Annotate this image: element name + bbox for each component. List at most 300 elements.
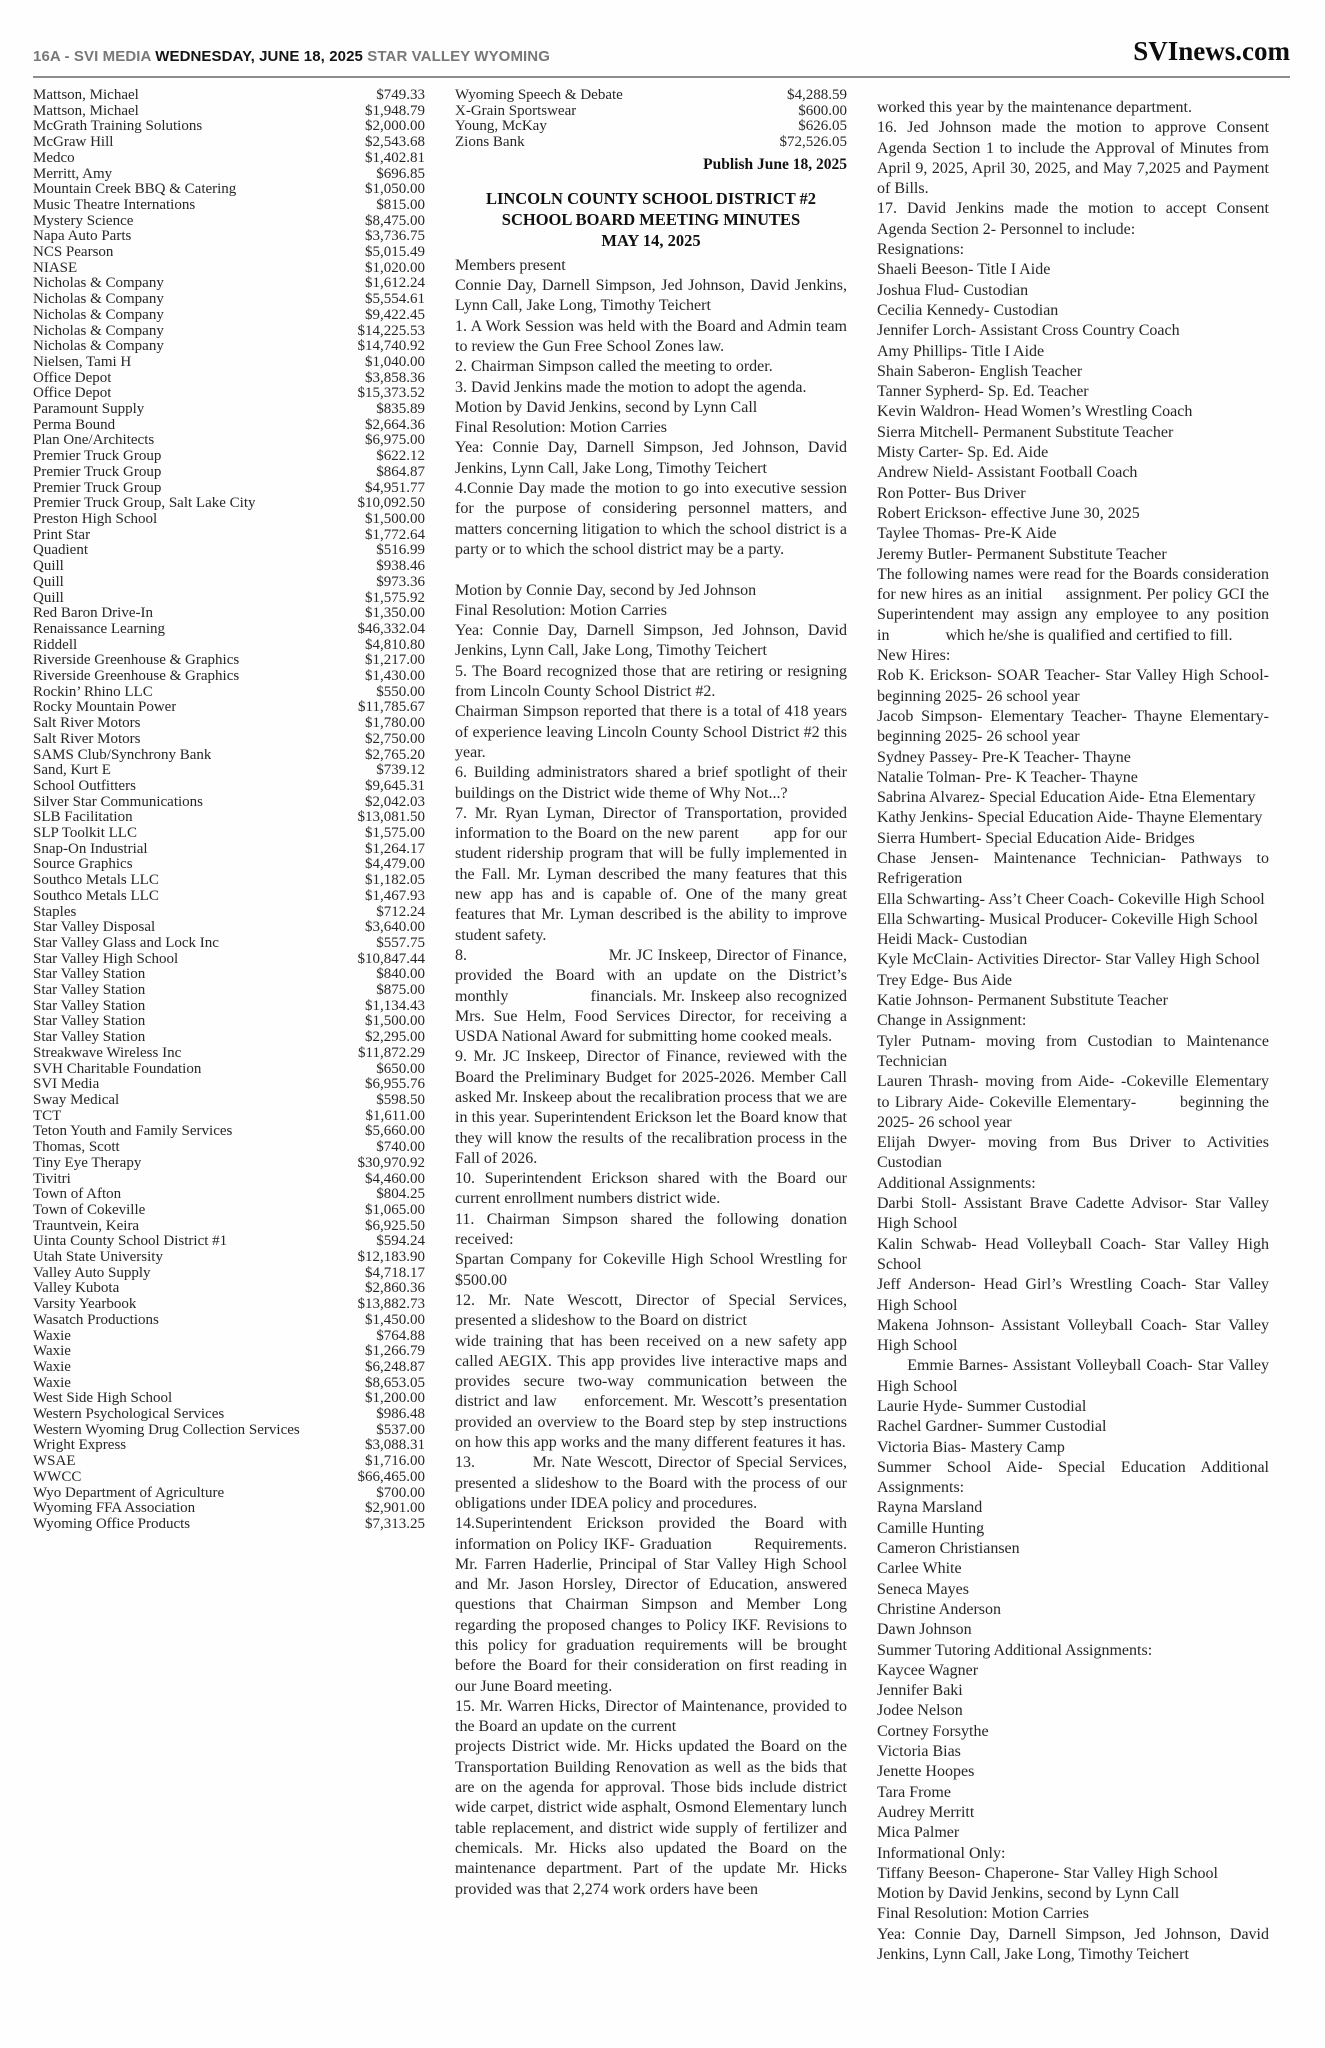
- payable-row: [455, 88, 847, 104]
- vendor-name: Tivitri: [33, 1171, 71, 1187]
- minutes-paragraph: Rayna Marsland: [877, 1499, 983, 1517]
- minutes-paragraph: Motion by David Jenkins, second by Lynn Call: [455, 398, 758, 416]
- minutes-paragraph: 7. Mr. Ryan Lyman, Director of Transportation, provided information to the Board on the new parent app for our student ridership program that will be fully implemented in the Fall. Mr. Lyman described the many features that this new app has and is capable of. One of the many great features that Mr. Lyman described is the ability to improve student safety.: [455, 804, 847, 944]
- vendor-name: Town of Cokeville: [33, 1202, 146, 1218]
- vendor-amount: $875.00: [376, 982, 425, 999]
- vendor-name: Mattson, Michael: [33, 103, 139, 119]
- minutes-col2-body: [455, 256, 847, 1900]
- vendor-amount: $835.89: [376, 401, 425, 418]
- payable-row: [33, 1501, 425, 1517]
- vendor-amount: $2,750.00: [365, 730, 425, 747]
- payables-list-col1: [33, 88, 425, 1533]
- vendor-name: Print Star: [33, 527, 91, 543]
- vendor-name: Office Depot: [33, 386, 112, 402]
- vendor-name: Riddell: [33, 637, 78, 653]
- minutes-paragraph: 9. Mr. JC Inskeep, Director of Finance, reviewed with the Board the Preliminary Budget for 2025-2026. Member Call asked Mr. Inskeep about the recalibration process that we are in this year. Superintendent Erickson let the Board know that they will know the results of the recalibration process in the Fall of 2026.: [455, 1048, 847, 1167]
- minutes-paragraph: Jeremy Butler- Permanent Substitute Teacher: [877, 545, 1167, 563]
- vendor-name: Perma Bound: [33, 417, 116, 433]
- payable-row: [33, 1376, 425, 1392]
- vendor-amount: $1,430.00: [365, 668, 425, 685]
- payable-row: [33, 810, 425, 826]
- vendor-name: School Outfitters: [33, 778, 136, 794]
- vendor-name: Valley Kubota: [33, 1281, 120, 1297]
- vendor-name: Trauntvein, Keira: [33, 1218, 140, 1234]
- vendor-name: West Side High School: [33, 1391, 173, 1407]
- vendor-amount: $1,050.00: [365, 181, 425, 198]
- vendor-name: Wyoming Office Products: [33, 1516, 191, 1532]
- vendor-name: Star Valley Station: [33, 967, 146, 983]
- vendor-amount: $1,467.93: [365, 887, 425, 904]
- payable-row: [33, 449, 425, 465]
- publish-line: Publish June 18, 2025: [703, 155, 847, 173]
- payable-row: [33, 1062, 425, 1078]
- minutes-paragraph: Motion by Connie Day, second by Jed Johnson: [455, 581, 757, 599]
- minutes-paragraph: Misty Carter- Sp. Ed. Aide: [877, 444, 1049, 462]
- vendor-amount: $14,740.92: [357, 338, 425, 355]
- vendor-name: McGrath Training Solutions: [33, 119, 203, 135]
- vendor-amount: $1,402.81: [365, 149, 425, 166]
- vendor-amount: $1,040.00: [365, 353, 425, 370]
- vendor-name: Rockin’ Rhino LLC: [33, 684, 153, 700]
- minutes-paragraph: Sierra Mitchell- Permanent Substitute Teacher: [877, 423, 1174, 441]
- vendor-name: Teton Youth and Family Services: [33, 1124, 233, 1140]
- payable-row: [455, 104, 847, 120]
- minutes-paragraph: Summer Tutoring Additional Assignments:: [877, 1641, 1153, 1659]
- vendor-name: Nicholas & Company: [33, 307, 164, 323]
- payable-row: [33, 983, 425, 999]
- vendor-amount: $1,134.43: [365, 997, 425, 1014]
- payable-row: [33, 1109, 425, 1125]
- payable-row: [33, 1407, 425, 1423]
- payable-row: [33, 1046, 425, 1062]
- vendor-name: Renaissance Learning: [33, 621, 166, 637]
- payable-row: [33, 873, 425, 889]
- vendor-name: Music Theatre Internations: [33, 197, 196, 213]
- vendor-name: Premier Truck Group, Salt Lake City: [33, 496, 256, 512]
- payable-row: [33, 1266, 425, 1282]
- vendor-amount: $973.36: [376, 573, 425, 590]
- payable-row: [33, 151, 425, 167]
- vendor-amount: $1,266.79: [365, 1343, 425, 1360]
- masthead-left: [33, 48, 550, 65]
- payable-row: [33, 1156, 425, 1172]
- minutes-paragraph: 15. Mr. Warren Hicks, Director of Maintenance, provided to the Board an update on the current: [455, 1697, 847, 1736]
- minutes-paragraph: Katie Johnson- Permanent Substitute Teacher: [877, 992, 1168, 1010]
- vendor-amount: $1,611.00: [365, 1107, 425, 1124]
- minutes-paragraph: Sydney Passey- Pre-K Teacher- Thayne: [877, 748, 1131, 766]
- minutes-paragraph: Dawn Johnson: [877, 1621, 972, 1639]
- vendor-amount: $14,225.53: [357, 322, 425, 339]
- minutes-paragraph: Mica Palmer: [877, 1824, 960, 1842]
- vendor-name: Quadient: [33, 543, 88, 559]
- minutes-paragraph: Carlee White: [877, 1560, 962, 1578]
- vendor-name: Wright Express: [33, 1438, 127, 1454]
- vendor-amount: $1,948.79: [365, 102, 425, 119]
- payable-row: [33, 198, 425, 214]
- vendor-name: Nicholas & Company: [33, 276, 164, 292]
- minutes-paragraph: 12. Mr. Nate Wescott, Director of Special Services, presented a slideshow to the Board on district: [455, 1291, 847, 1330]
- vendor-name: Premier Truck Group: [33, 480, 162, 496]
- payable-row: [33, 952, 425, 968]
- vendor-amount: $1,065.00: [365, 1201, 425, 1218]
- payable-row: [33, 591, 425, 607]
- payable-row: [33, 638, 425, 654]
- payable-row: [33, 402, 425, 418]
- vendor-amount: $5,554.61: [365, 291, 425, 308]
- vendor-amount: $1,575.00: [365, 825, 425, 842]
- payable-row: [33, 653, 425, 669]
- vendor-name: Nicholas & Company: [33, 292, 164, 308]
- vendor-name: SLP Toolkit LLC: [33, 826, 137, 842]
- minutes-paragraph: Kalin Schwab- Head Volleyball Coach- Star Valley High School: [877, 1235, 1269, 1273]
- payable-row: [33, 716, 425, 732]
- payable-row: [33, 1391, 425, 1407]
- minutes-paragraph: 17. David Jenkins made the motion to accept Consent Agenda Section 2- Personnel to include:: [877, 200, 1269, 238]
- minutes-paragraph: worked this year by the maintenance department.: [877, 99, 1192, 116]
- edition-date: WEDNESDAY, JUNE 18, 2025: [155, 48, 363, 65]
- vendor-amount: $2,295.00: [365, 1029, 425, 1046]
- vendor-name: Southco Metals LLC: [33, 873, 159, 889]
- vendor-name: Premier Truck Group: [33, 449, 162, 465]
- payable-row: [33, 559, 425, 575]
- vendor-amount: $3,640.00: [365, 919, 425, 936]
- vendor-amount: $1,780.00: [365, 715, 425, 732]
- vendor-amount: $557.75: [376, 934, 425, 951]
- vendor-amount: $5,660.00: [365, 1123, 425, 1140]
- minutes-paragraph: Emmie Barnes- Assistant Volleyball Coach- Star Valley High School: [877, 1357, 1269, 1395]
- vendor-name: NCS Pearson: [33, 245, 114, 261]
- vendor-name: Quill: [33, 590, 64, 606]
- header-divider: [33, 76, 1290, 78]
- vendor-amount: $1,612.24: [365, 275, 425, 292]
- minutes-paragraph: 8. Mr. JC Inskeep, Director of Finance, provided the Board with an update on the District’s monthly financials. Mr. Inskeep also recognized Mrs. Sue Helm, Food Services Director, for receiving a USDA National Award for submitting home cooked meals.: [455, 946, 847, 1046]
- vendor-name: Star Valley Glass and Lock Inc: [33, 935, 219, 951]
- minutes-paragraph: Summer School Aide- Special Education Additional Assignments:: [877, 1458, 1269, 1497]
- vendor-amount: $4,951.77: [365, 479, 425, 496]
- minutes-paragraph: Tiffany Beeson- Chaperone- Star Valley High School: [877, 1864, 1218, 1882]
- payable-row: [33, 104, 425, 120]
- payable-row: [33, 371, 425, 387]
- minutes-col3-body: [877, 98, 1269, 1965]
- vendor-name: TCT: [33, 1108, 62, 1124]
- vendor-amount: $2,042.03: [365, 793, 425, 810]
- minutes-paragraph: Laurie Hyde- Summer Custodial: [877, 1398, 1087, 1415]
- payable-row: [33, 1093, 425, 1109]
- vendor-name: Source Graphics: [33, 857, 133, 873]
- vendor-amount: $700.00: [376, 1484, 425, 1501]
- vendor-name: Premier Truck Group: [33, 464, 162, 480]
- minutes-paragraph: New Hires:: [877, 647, 951, 665]
- vendor-name: X-Grain Sportswear: [455, 103, 577, 119]
- minutes-paragraph: Members present: [455, 256, 566, 274]
- minutes-column-2: [877, 88, 1269, 1965]
- vendor-name: Wyoming FFA Association: [33, 1501, 196, 1517]
- vendor-name: Riverside Greenhouse & Graphics: [33, 653, 240, 669]
- vendor-name: Staples: [33, 904, 77, 920]
- payable-row: [33, 748, 425, 764]
- vendor-name: Silver Star Communications: [33, 794, 203, 810]
- vendor-name: Nielsen, Tami H: [33, 354, 132, 370]
- vendor-amount: $815.00: [376, 196, 425, 213]
- vendor-amount: $4,460.00: [365, 1170, 425, 1187]
- minutes-paragraph: 13. Mr. Nate Wescott, Director of Special Services, presented a slideshow to the Board with the process of our obligations under IDEA policy and procedures.: [455, 1454, 847, 1512]
- vendor-amount: $6,975.00: [365, 432, 425, 449]
- minutes-paragraph: Yea: Connie Day, Darnell Simpson, Jed Johnson, David Jenkins, Lynn Call, Jake Long, Timothy Teichert: [455, 439, 847, 477]
- payable-row: [33, 261, 425, 277]
- payable-row: [33, 528, 425, 544]
- minutes-paragraph: projects District wide. Mr. Hicks updated the Board on the Transportation Building Renovation as well as the bids that are on the agenda for approval. Those bids include district wide carpet, district wide asphalt, Osmond Elementary lunch table replacement, and district wide supply of fertilizer and chemicals. Mr. Hicks also updated the Board on the maintenance department. Part of the update Mr. Hicks provided was that 2,274 work orders have been: [455, 1738, 847, 1898]
- minutes-paragraph: Final Resolution: Motion Carries: [877, 1905, 1089, 1923]
- vendor-name: SAMS Club/Synchrony Bank: [33, 747, 212, 763]
- vendor-amount: $1,264.17: [365, 840, 425, 857]
- vendor-amount: $13,882.73: [357, 1296, 425, 1313]
- payable-row: [33, 999, 425, 1015]
- minutes-paragraph: Elijah Dwyer- moving from Bus Driver to Activities Custodian: [877, 1134, 1269, 1172]
- payable-row: [33, 167, 425, 183]
- payable-row: [33, 857, 425, 873]
- vendor-amount: $5,015.49: [365, 244, 425, 261]
- payable-row: [33, 1187, 425, 1203]
- minutes-paragraph: Chase Jensen- Maintenance Technician- Pathways to Refrigeration: [877, 849, 1269, 888]
- vendor-name: Quill: [33, 574, 64, 590]
- payable-row: [33, 1438, 425, 1454]
- minutes-paragraph: Darbi Stoll- Assistant Brave Cadette Advisor- Star Valley High School: [877, 1195, 1269, 1233]
- minutes-paragraph: 4.Connie Day made the motion to go into executive session for the purpose of considering personnel matters, and matters concerning litigation to which the school district is a party or to which the school district may be a party.: [455, 480, 847, 558]
- minutes-title-type: SCHOOL BOARD MEETING MINUTES: [501, 209, 801, 229]
- payable-row: [33, 481, 425, 497]
- payable-row: [33, 1172, 425, 1188]
- payable-row: [455, 119, 847, 135]
- payable-row: [33, 622, 425, 638]
- payable-row: [33, 575, 425, 591]
- payable-row: [33, 826, 425, 842]
- vendor-name: Star Valley Station: [33, 1014, 146, 1030]
- content-columns: [33, 88, 1269, 1965]
- vendor-amount: $1,217.00: [365, 652, 425, 669]
- vendor-name: Salt River Motors: [33, 731, 141, 747]
- minutes-paragraph: Joshua Flud- Custodian: [877, 281, 1029, 299]
- minutes-paragraph: Andrew Nield- Assistant Football Coach: [877, 464, 1138, 482]
- vendor-name: Star Valley Disposal: [33, 920, 156, 936]
- vendor-name: Western Psychological Services: [33, 1407, 225, 1423]
- payable-row: [33, 1313, 425, 1329]
- payable-row: [33, 292, 425, 308]
- vendor-name: Waxie: [33, 1359, 71, 1375]
- page-label: 16A - SVI MEDIA: [33, 48, 151, 65]
- minutes-paragraph: wide training that has been received on a new safety app called AEGIX. This app provides live interactive maps and provides secure two-way communication between the district and law enforcement. Mr. Wescott’s presentation provided an overview to the Board step by step instructions on how this app works and the many different features it has.: [455, 1332, 847, 1452]
- vendor-amount: $46,332.04: [357, 620, 425, 637]
- payable-row: [33, 1486, 425, 1502]
- payable-row: [33, 1344, 425, 1360]
- minutes-paragraph: Kevin Waldron- Head Women’s Wrestling Coach: [877, 403, 1193, 421]
- vendor-name: Star Valley Station: [33, 1030, 146, 1046]
- minutes-paragraph: Victoria Bias- Mastery Camp: [877, 1438, 1065, 1456]
- vendor-name: Napa Auto Parts: [33, 229, 132, 245]
- minutes-paragraph: Audrey Merritt: [877, 1803, 975, 1821]
- minutes-paragraph: Tara Frome: [877, 1783, 951, 1801]
- payable-row: [33, 418, 425, 434]
- vendor-amount: $1,500.00: [365, 1013, 425, 1030]
- payable-row: [33, 339, 425, 355]
- vendor-amount: $804.25: [376, 1186, 425, 1203]
- payable-row: [33, 214, 425, 230]
- blank-line: [455, 560, 847, 580]
- vendor-amount: $66,465.00: [357, 1468, 425, 1485]
- vendor-name: Young, McKay: [455, 119, 547, 135]
- minutes-paragraph: Final Resolution: Motion Carries: [455, 601, 667, 619]
- vendor-name: Town of Afton: [33, 1187, 122, 1203]
- vendor-name: Uinta County School District #1: [33, 1234, 228, 1250]
- payable-row: [33, 1360, 425, 1376]
- vendor-name: Wyoming Speech & Debate: [455, 88, 623, 103]
- minutes-paragraph: Cameron Christiansen: [877, 1540, 1020, 1558]
- minutes-paragraph: The following names were read for the Boards consideration for new hires as an initial assignment. Per policy GCI the Superintendent may assign any employee to any position in which he/she is qualified and certified to fill.: [877, 565, 1269, 644]
- payable-row: [33, 779, 425, 795]
- vendor-amount: $13,081.50: [357, 809, 425, 826]
- payable-row: [33, 229, 425, 245]
- vendor-amount: $2,765.20: [365, 746, 425, 763]
- vendor-amount: $622.12: [376, 448, 425, 465]
- vendor-name: Utah State University: [33, 1250, 163, 1266]
- vendor-amount: $11,785.67: [358, 699, 425, 716]
- vendor-name: Mystery Science: [33, 213, 134, 229]
- vendor-amount: $986.48: [376, 1406, 425, 1423]
- minutes-paragraph: Ella Schwarting- Ass’t Cheer Coach- Cokeville High School: [877, 890, 1265, 908]
- minutes-paragraph: Camille Hunting: [877, 1519, 985, 1537]
- vendor-amount: $516.99: [376, 542, 425, 559]
- vendor-name: Star Valley Station: [33, 983, 146, 999]
- minutes-paragraph: Taylee Thomas- Pre-K Aide: [877, 525, 1057, 543]
- vendor-amount: $10,847.44: [357, 950, 425, 967]
- minutes-paragraph: Heidi Mack- Custodian: [877, 931, 1028, 949]
- vendor-name: Waxie: [33, 1375, 71, 1391]
- payable-row: [33, 685, 425, 701]
- minutes-paragraph: Sierra Humbert- Special Education Aide- Bridges: [877, 829, 1195, 847]
- vendor-name: Snap-On Industrial: [33, 841, 148, 857]
- minutes-paragraph: Jacob Simpson- Elementary Teacher- Thayne Elementary- beginning 2025- 26 school year: [877, 707, 1269, 746]
- minutes-paragraph: Ella Schwarting- Musical Producer- Cokeville High School: [877, 910, 1258, 928]
- minutes-paragraph: Final Resolution: Motion Carries: [455, 419, 667, 437]
- vendor-amount: $4,718.17: [365, 1264, 425, 1281]
- payable-row: [33, 1203, 425, 1219]
- payables-list-col2: [455, 88, 847, 151]
- vendor-name: Paramount Supply: [33, 402, 145, 418]
- minutes-paragraph: Jennifer Lorch- Assistant Cross Country Coach: [877, 322, 1180, 340]
- minutes-paragraph: Kyle McClain- Activities Director- Star Valley High School: [877, 951, 1260, 969]
- payable-row: [33, 433, 425, 449]
- payable-row: [33, 1297, 425, 1313]
- vendor-amount: $550.00: [376, 683, 425, 700]
- vendor-amount: $1,450.00: [365, 1311, 425, 1328]
- payable-row: [33, 889, 425, 905]
- minutes-title-date: MAY 14, 2025: [601, 230, 701, 250]
- vendor-name: Medco: [33, 150, 75, 166]
- vendor-name: Southco Metals LLC: [33, 888, 159, 904]
- vendor-name: SVH Charitable Foundation: [33, 1061, 202, 1077]
- vendor-name: WSAE: [33, 1454, 76, 1470]
- vendor-amount: $598.50: [376, 1092, 425, 1108]
- vendor-name: Merritt, Amy: [33, 166, 113, 182]
- vendor-amount: $840.00: [376, 966, 425, 983]
- site-link[interactable]: SVInews.com: [1133, 36, 1290, 66]
- minutes-column-1: [455, 88, 847, 1965]
- minutes-paragraph: Jennifer Baki: [877, 1682, 963, 1700]
- payable-row: [33, 355, 425, 371]
- payable-row: [33, 1250, 425, 1266]
- minutes-title-district: LINCOLN COUNTY SCHOOL DISTRICT #2: [485, 188, 817, 208]
- payable-row: [33, 700, 425, 716]
- vendor-amount: $537.00: [376, 1421, 425, 1438]
- payable-row: [33, 936, 425, 952]
- payable-row: [33, 1077, 425, 1093]
- minutes-paragraph: Jeff Anderson- Head Girl’s Wrestling Coach- Star Valley High School: [877, 1276, 1269, 1314]
- minutes-paragraph: Rob K. Erickson- SOAR Teacher- Star Valley High School- beginning 2025- 26 school year: [877, 667, 1269, 705]
- payable-row: [33, 1124, 425, 1140]
- vendor-name: Nicholas & Company: [33, 339, 164, 355]
- vendor-name: Wyo Department of Agriculture: [33, 1485, 225, 1501]
- vendor-name: McGraw Hill: [33, 135, 114, 151]
- vendor-amount: $3,736.75: [365, 228, 425, 245]
- payable-row: [33, 543, 425, 559]
- payable-row: [33, 308, 425, 324]
- vendor-name: Rocky Mountain Power: [33, 700, 177, 716]
- payable-row: [33, 276, 425, 292]
- vendor-amount: $11,872.29: [358, 1044, 425, 1061]
- vendor-name: WWCC: [33, 1469, 82, 1485]
- vendor-name: Preston High School: [33, 511, 158, 527]
- vendor-amount: $1,182.05: [365, 872, 425, 889]
- payable-row: [33, 1014, 425, 1030]
- minutes-paragraph: 6. Building administrators shared a brief spotlight of their buildings on the District wide theme of Why Not...?: [455, 764, 847, 802]
- vendor-amount: $1,020.00: [365, 259, 425, 276]
- vendor-name: Valley Auto Supply: [33, 1265, 151, 1281]
- vendor-amount: $696.85: [376, 165, 425, 182]
- payable-row: [33, 386, 425, 402]
- vendor-amount: $1,575.92: [365, 589, 425, 606]
- vendor-amount: $764.88: [376, 1327, 425, 1344]
- vendor-amount: $1,716.00: [365, 1453, 425, 1470]
- minutes-paragraph: Shaeli Beeson- Title I Aide: [877, 261, 1051, 279]
- vendor-amount: $7,313.25: [365, 1515, 425, 1532]
- masthead: [33, 38, 1290, 72]
- vendor-amount: $9,422.45: [365, 306, 425, 323]
- payables-column-1: [33, 88, 425, 1965]
- payable-row: [33, 905, 425, 921]
- vendor-amount: $2,901.00: [365, 1500, 425, 1517]
- vendor-amount: $2,860.36: [365, 1280, 425, 1297]
- minutes-paragraph: Tanner Sypherd- Sp. Ed. Teacher: [877, 383, 1089, 401]
- region-label: STAR VALLEY WYOMING: [367, 48, 551, 65]
- payable-row: [33, 465, 425, 481]
- vendor-amount: $4,479.00: [365, 856, 425, 873]
- payable-row: [33, 1517, 425, 1533]
- minutes-paragraph: Rachel Gardner- Summer Custodial: [877, 1418, 1107, 1436]
- minutes-paragraph: Kathy Jenkins- Special Education Aide- Thayne Elementary: [877, 809, 1263, 827]
- vendor-amount: $2,664.36: [365, 416, 425, 433]
- vendor-name: SLB Facilitation: [33, 810, 133, 826]
- minutes-paragraph: Shain Saberon- English Teacher: [877, 362, 1083, 380]
- vendor-name: Riverside Greenhouse & Graphics: [33, 669, 240, 685]
- vendor-amount: $749.33: [376, 87, 425, 103]
- payable-row: [33, 920, 425, 936]
- payable-row: [33, 1140, 425, 1156]
- vendor-amount: $938.46: [376, 558, 425, 575]
- vendor-amount: $8,653.05: [365, 1374, 425, 1391]
- vendor-amount: $4,288.59: [787, 87, 847, 103]
- minutes-paragraph: Natalie Tolman- Pre- K Teacher- Thayne: [877, 768, 1138, 786]
- vendor-amount: $712.24: [376, 903, 425, 920]
- minutes-paragraph: Victoria Bias: [877, 1743, 961, 1761]
